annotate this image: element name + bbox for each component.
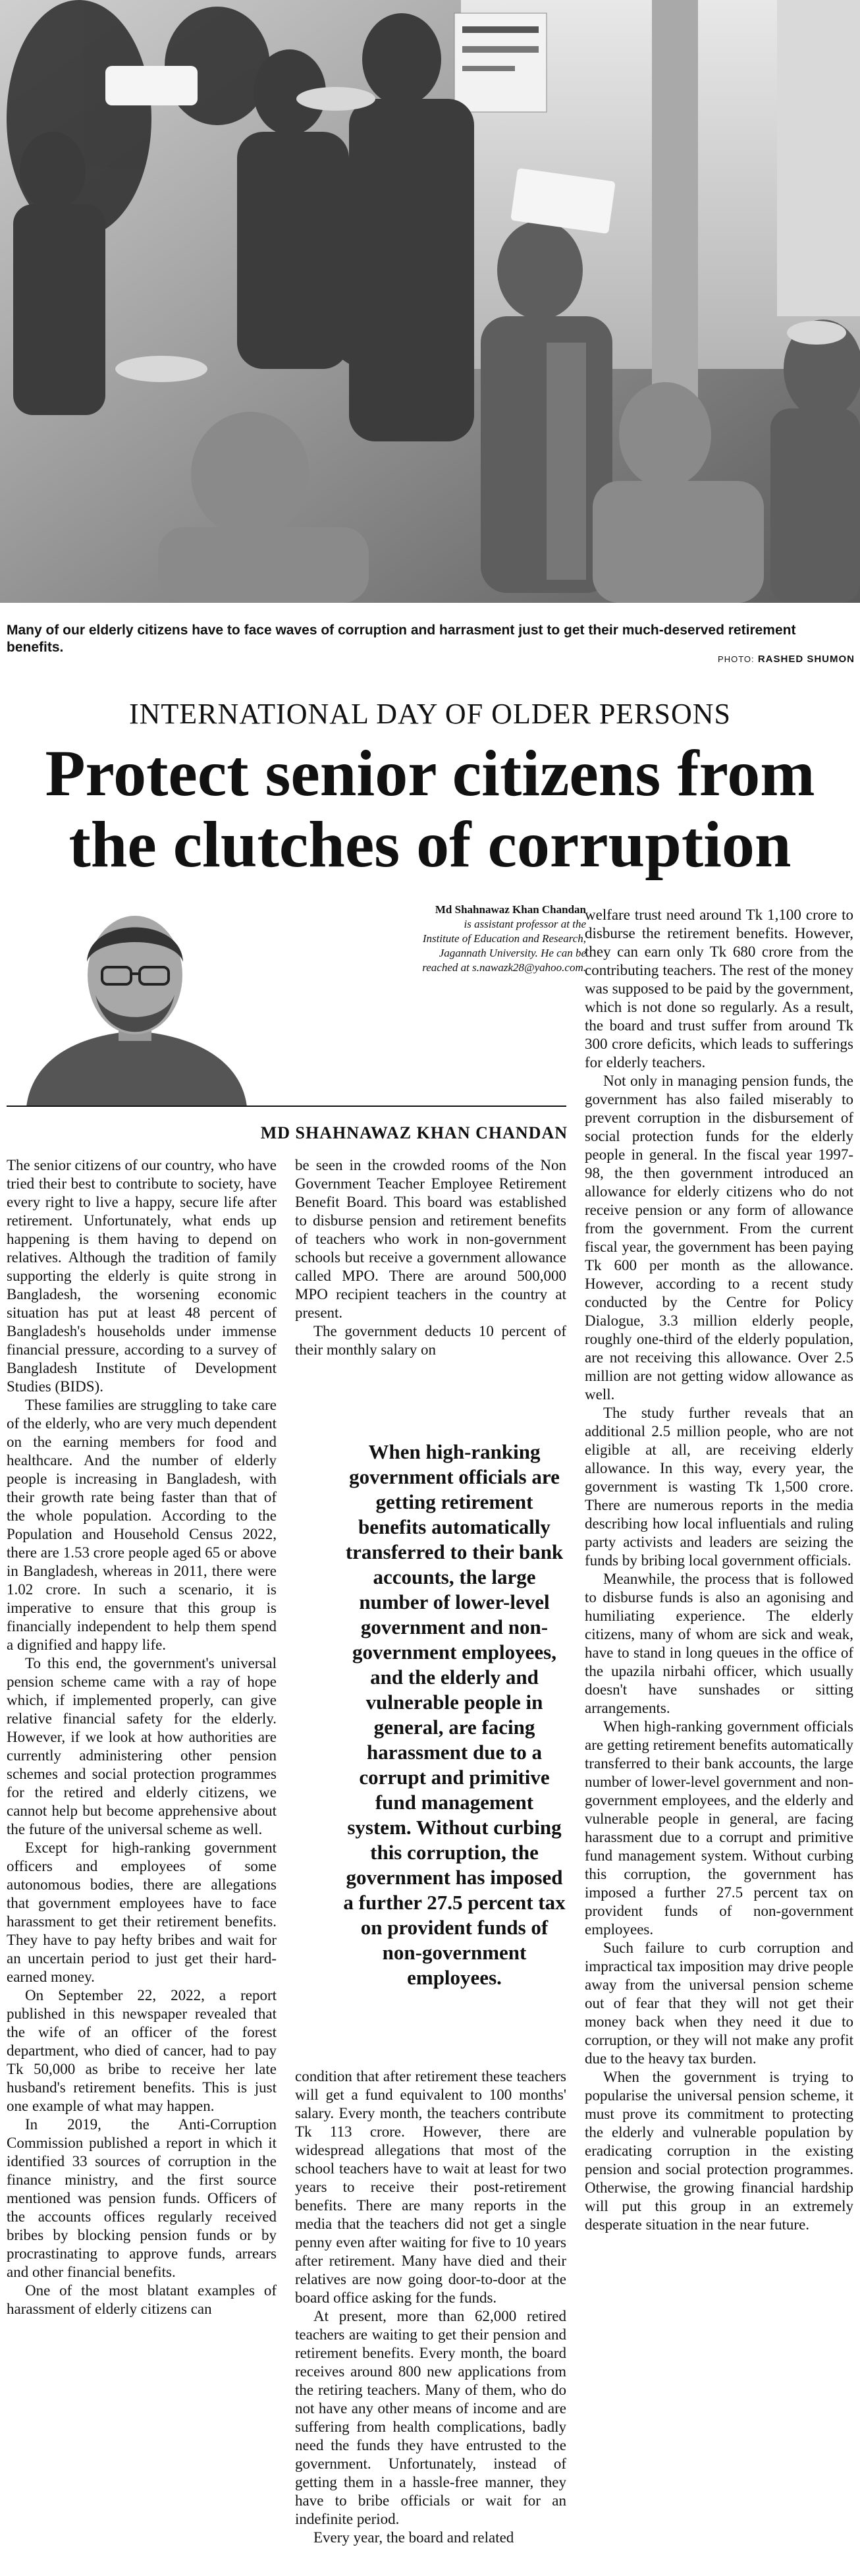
paragraph: When the government is trying to popularise the universal pension scheme, it must prove its commitment to protecting the elderly and vulnerable population by eradicating corruption in the existing pension and social protection programmes. Otherwise, the growing financial hardship will put this group in an extremely desperate situation in the near future. xyxy=(585,2069,853,2233)
paragraph: At present, more than 62,000 retired teachers are waiting to get their pension and retirement benefits. Every month, the board receives around 800 new applications from the retiring teachers. Many of them, who do not have any other means of income and are suffering from health complications, badly need the funds they have entrusted to the government. Unfortunately, instead of getting them in a hassle-free manner, they have to bribe officials or wait for an indefinite period. xyxy=(295,2308,566,2527)
byline: MD SHAHNAWAZ KHAN CHANDAN xyxy=(260,1123,568,1142)
headline xyxy=(0,738,860,880)
photo-credit-label: PHOTO: xyxy=(718,654,755,664)
author-bio-line: is assistant professor at the xyxy=(464,918,586,930)
paragraph: The study further reveals that an additional 2.5 million people, who are not eligible at all, are receiving elderly allowance. In this way, every year, the government is wasting Tk 1,500 crore. There are numerous reports in the media describing how local influentials and ruling party activists and leaders are seizing the funds by bribing local government officials. xyxy=(585,1405,853,1569)
paragraph: To this end, the government's universal pension scheme came with a ray of hope which, if implemented properly, can give relative financial safety for the elderly. However, if we look at how authorities are currently administering other pension schemes and social protection programmes for the retired and elderly citizens, we cannot help but become apprehensive about the future of the universal scheme as well. xyxy=(7,1655,277,1837)
author-bio-name: Md Shahnawaz Khan Chandan xyxy=(435,903,586,916)
photo-credit-name: RASHED SHUMON xyxy=(757,654,855,665)
author-bio-line: Jagannath University. He can be xyxy=(439,947,586,959)
photo-credit xyxy=(718,654,855,665)
author-portrait xyxy=(13,889,257,1107)
paragraph: The senior citizens of our country, who have tried their best to contribute to society, have every right to live a happy, secure life after retirement. Unfortunately, what ends up happening is them having to depend on relatives. Although the tradition of family supporting the elderly is quite strong in Bangladesh, the worsening economic situation has put at least 48 percent of Bangladesh's households under immense financial pressure, according to a survey of Bangladesh Institute of Development Studies (BIDS). xyxy=(7,1157,277,1395)
paragraph: Every year, the board and related xyxy=(313,2529,514,2546)
paragraph: Except for high-ranking government officers and employees of some autonomous bodies, there are allegations that government employees have to face harassment to get their retirement benefits. They have to pay hefty bribes and wait for an uncertain period to just get their hard-earned money. xyxy=(7,1839,277,1985)
paragraph: Meanwhile, the process that is followed to disburse funds is also an agonising and humiliating experience. The elderly citizens, many of whom are sick and weak, have to stand in long queues in the office of the upazila nirbahi officer, which usually doesn't have sunshades or sitting arrangements. xyxy=(585,1571,853,1716)
paragraph: One of the most blatant examples of harassment of elderly citizens can xyxy=(7,2282,277,2317)
paragraph: The government deducts 10 percent of their monthly salary on xyxy=(295,1323,566,1358)
column-3 xyxy=(585,906,853,2234)
paragraph: Not only in managing pension funds, the government has also failed miserably to prevent corruption in the disbursement of social protection funds for the elderly people in general. In the fiscal year 1997-98, the then government introduced an allowance for elderly citizens who do not receive pension or any form of allowance from the government. From the current fiscal year, the government has been paying Tk 600 per month as the allowance. However, according to a recent study conducted by the Centre for Policy Dialogue, 3.3 million elderly people, roughly one-third of the elderly population, are not receiving this allowance. Over 2.5 million are not getting widow allowance as well. xyxy=(585,1073,853,1403)
paragraph: be seen in the crowded rooms of the Non Government Teacher Employee Retirement Benefit Board. This board was established to disburse pension and retirement benefits of teachers who work in non-government schools but receive a government allowance called MPO. There are around 500,000 MPO recipient teachers in the country at present. xyxy=(295,1157,566,1321)
paragraph: On September 22, 2022, a report published in this newspaper revealed that the wife of an officer of the forest department, who died of cancer, had to pay Tk 50,000 as bribe to receive her late husband's retirement benefits. This is just one example of what may happen. xyxy=(7,1987,277,2114)
photo-caption: Many of our elderly citizens have to face waves of corruption and harrasment just to get their much-deserved retirement benefits. xyxy=(7,623,796,655)
kicker: INTERNATIONAL DAY OF OLDER PERSONS xyxy=(128,698,732,730)
paragraph: When high-ranking government officials are getting retirement benefits automatically transferred to their bank accounts, the large number of lower-level government and non-government employees, and the elderly and vulnerable people in general, are facing harassment due to a corrupt and primitive fund management system. Without curbing this corruption, the government has imposed a further 27.5 percent tax on provident funds of non-government employees. xyxy=(585,1718,853,1938)
column-1 xyxy=(7,1156,277,2318)
column-2-top xyxy=(295,1156,566,1359)
author-bio xyxy=(277,903,586,975)
paragraph: Such failure to curb corruption and impractical tax imposition may drive people away from the universal pension scheme out of fear that they will not get their money back when they need it due to corruption, or they will not make any profit due to the heavy tax burden. xyxy=(585,1940,853,2067)
author-bio-line: Institute of Education and Research, xyxy=(422,932,586,945)
crowd-photo-illustration xyxy=(0,0,860,603)
paragraph: In 2019, the Anti-Corruption Commission published a report in which it identified 33 sources of corruption in the finance ministry, and the first source mentioned was pension funds. Officers of the accounts offices regularly received bribes by blocking pension funds or by procrastinating to approve funds, arrears and other financial benefits. xyxy=(7,2116,277,2280)
paragraph: These families are struggling to take care of the elderly, who are very much dependent on the earning members for food and healthcare. And the number of elderly people is increasing in Bangladesh, with their growth rate being faster than that of the whole population. According to the Population and Household Census 2022, there are 1.53 crore people aged 65 or above in Bangladesh, whereas in 2011, there were 1.02 crore. In such a scenario, it is imperative to ensure that this group is financially independent to help them spend a dignified and happy life. xyxy=(7,1397,277,1653)
byline-rule xyxy=(7,1106,566,1107)
headline-line-1: Protect senior citizens from xyxy=(45,737,815,810)
pull-quote: When high-ranking government officials are getting retirement benefits automatically transferred to their bank accounts, the large number of lower-level government and non-government employees, and the elderly and vulnerable people in general, are facing harassment due to a corrupt and primitive fund management system. Without curbing this corruption, the government has imposed a further 27.5 percent tax on provident funds of non-government employees. xyxy=(343,1440,566,1989)
headline-line-2: the clutches of corruption xyxy=(68,808,792,881)
paragraph: welfare trust need around Tk 1,100 crore to disburse the retirement benefits. However, they can earn only Tk 680 crore from the contributing teachers. The rest of the money was supposed to be paid by the government, which is not done so regularly. As a result, the board and trust suffer from around Tk 300 crore deficits, which leads to sufferings for elderly teachers. xyxy=(585,907,853,1071)
paragraph: condition that after retirement these teachers will get a fund equivalent to 100 months' salary. Every month, the teachers contribute Tk 113 crore. However, there are widespread allegations that most of the school teachers have to wait at least for two years to receive their post-retirement benefits. There are many reports in the media that the teachers did not get a single penny even after waiting for five to 10 years after retirement. Many have died and their relatives are now going door-to-door at the board office asking for the funds. xyxy=(295,2068,566,2306)
lead-photo xyxy=(0,0,860,603)
author-bio-line: reached at s.nawazk28@yahoo.com. xyxy=(422,961,586,974)
column-2-bottom xyxy=(295,2067,566,2547)
